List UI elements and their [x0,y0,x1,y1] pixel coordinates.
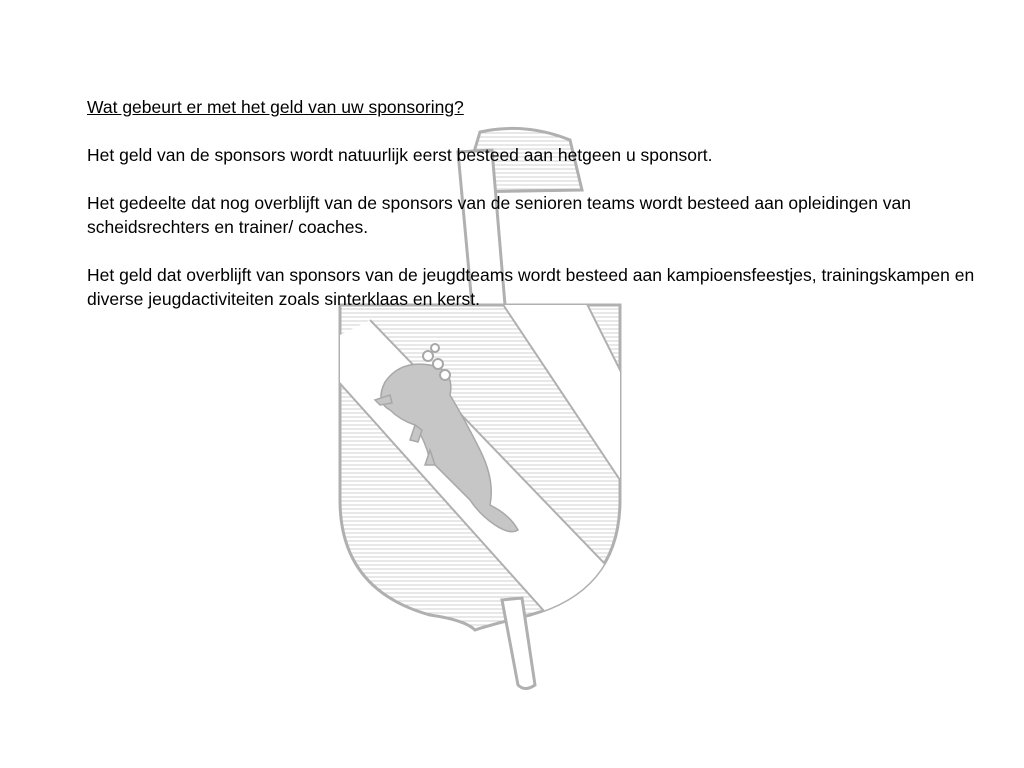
page-heading: Wat gebeurt er met het geld van uw sponsoring? [87,97,464,117]
paragraph-2: Het gedeelte dat nog overblijft van de sponsors van de senioren teams wordt besteed aan opleidingen van scheidsrechters en trainer/ coaches. [87,193,912,237]
text-content [87,95,987,335]
paragraph-1: Het geld van de sponsors wordt natuurlijk eerst besteed aan hetgeen u sponsort. [87,145,713,165]
paragraph-3: Het geld dat overblijft van sponsors van de jeugdteams wordt besteed aan kampioensfeestjes, trainingskampen en diverse jeugdactiviteiten zoals sinterklaas en kerst. [87,265,975,309]
